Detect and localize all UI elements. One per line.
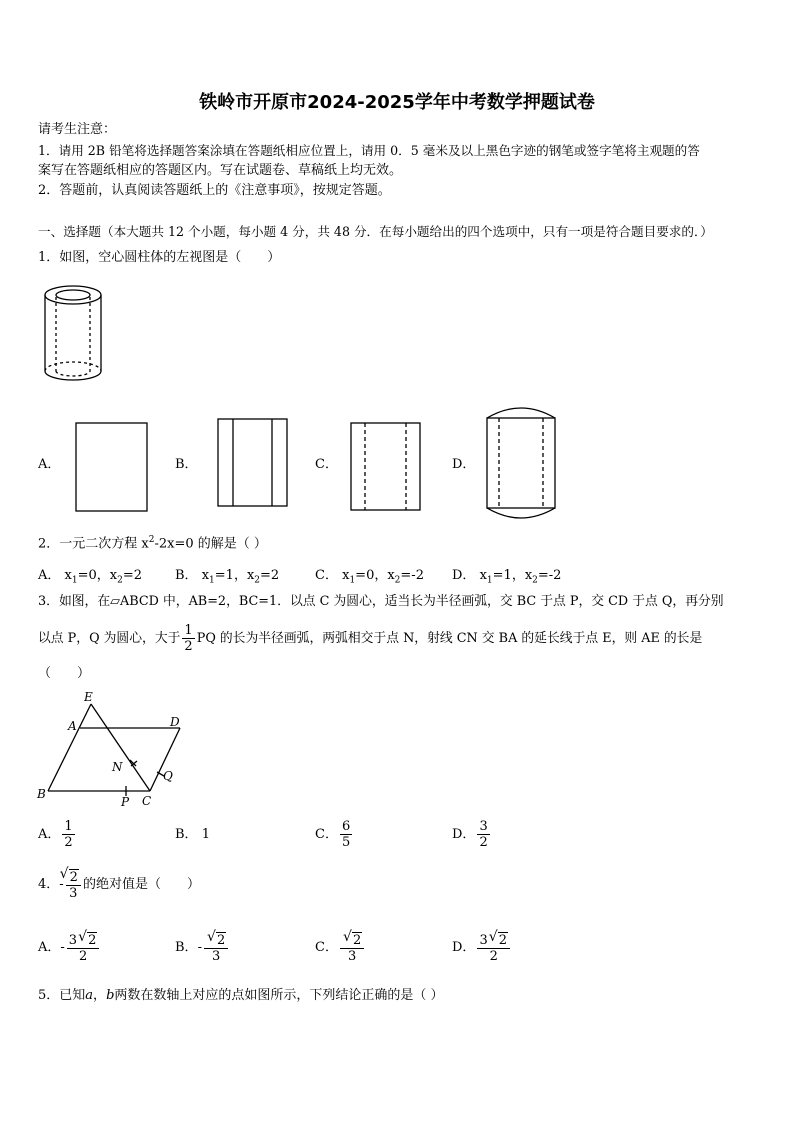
q1-option-d-figure: [484, 404, 558, 522]
q3-label-p: P: [121, 795, 130, 809]
q2-option-c[interactable]: C． $x_1=0$，$x_2=-2$: [315, 568, 424, 586]
q3-parallelogram-figure: [34, 688, 194, 812]
q3-label-q: Q: [163, 769, 173, 783]
q2-option-b[interactable]: B． $x_1=1$，$x_2=2$: [175, 568, 280, 586]
q2-option-a[interactable]: A． $x_1=0$，$x_2=2$: [38, 568, 143, 586]
notice-line-1b: 案写在答题纸相应的答题区内。写在试题卷、草稿纸上均无效。: [38, 163, 403, 178]
q1-option-b-label[interactable]: B．: [175, 457, 198, 472]
q3-label-e: E: [84, 690, 93, 704]
q4-option-d[interactable]: D． $\frac{3√ 2}{2}$: [452, 928, 512, 968]
q5-stem: 5．已知a，b两数在数轴上对应的点如图所示，下列结论正确的是（ ）: [38, 988, 444, 1003]
q2-stem: 2．一元二次方程 $x^2-2x=0$ 的解是（ ）: [38, 535, 267, 552]
q4-option-c[interactable]: C． √ $\frac{2}{3}$: [315, 928, 366, 968]
q1-option-c-label[interactable]: C．: [315, 457, 338, 472]
q4-option-a[interactable]: A．- $\frac{3√ 2}{2}$: [38, 928, 101, 968]
q1-stem: 1．如图，空心圆柱体的左视图是（ ）: [38, 250, 281, 265]
q1-option-b-figure: [216, 417, 290, 509]
q3-line-3: （ ）: [38, 666, 91, 681]
q3-label-c: C: [142, 794, 152, 808]
q1-option-a-figure: [74, 421, 150, 513]
q4-option-b[interactable]: B．- √ $\frac{2}{3}$: [175, 928, 230, 968]
q3-option-d[interactable]: D． $\frac{3}{2}$: [452, 819, 488, 850]
section-heading: 一、选择题（本大题共 12 个小题，每小题 4 分，共 48 分．在每小题给出的四个选项中，只有一项是符合题目要求的．）: [38, 224, 713, 239]
notice-line-2: 2．答题前，认真阅读答题纸上的《注意事项》，按规定答题。: [38, 183, 391, 198]
q3-option-b[interactable]: B． 1: [175, 827, 210, 842]
q3-label-a: A: [68, 719, 77, 733]
q1-cylinder-figure: [40, 283, 110, 388]
notice-heading: 请考生注意：: [38, 122, 117, 137]
q2-option-d[interactable]: D． $x_1=1$，$x_2=-2$: [452, 568, 562, 586]
q3-label-n: N: [112, 760, 123, 774]
q3-fraction: $\frac{1}{2}$: [184, 623, 193, 654]
q3-option-a[interactable]: A． $\frac{1}{2}$: [38, 819, 73, 850]
q3-label-d: D: [170, 715, 180, 729]
q3-line-1: 3．如图，在▱ABCD 中，AB=2，BC=1．以点 C 为圆心，适当长为半径画弧，交 BC 于点 P，交 CD 于点 Q，再分别: [38, 594, 724, 609]
q3-option-c[interactable]: C． $\frac{6}{5}$: [315, 819, 351, 850]
q3-line-2: 以点 P，Q 为圆心，大于 $\frac{1}{2}$ PQ 的长为半径画弧，两弧相交于点 N，射线 CN 交 BA 的延长线于点 E，则 AE 的长是: [38, 623, 703, 654]
q1-option-d-label[interactable]: D．: [452, 457, 476, 472]
q1-option-c-figure: [349, 421, 423, 513]
q1-option-a-label[interactable]: A．: [38, 457, 61, 472]
page-title: 铁岭市开原市2024-2025学年中考数学押题试卷: [199, 92, 595, 113]
q3-label-b: B: [37, 787, 46, 801]
notice-line-1a: 1．请用 2B 铅笔将选择题答案涂填在答题纸相应位置上，请用 0．5 毫米及以上黑色字迹的钢笔或签字笔将主观题的答: [38, 143, 700, 158]
q4-stem: 4．- √ $\frac{2}{3}$ 的绝对值是（ ）: [38, 865, 200, 905]
